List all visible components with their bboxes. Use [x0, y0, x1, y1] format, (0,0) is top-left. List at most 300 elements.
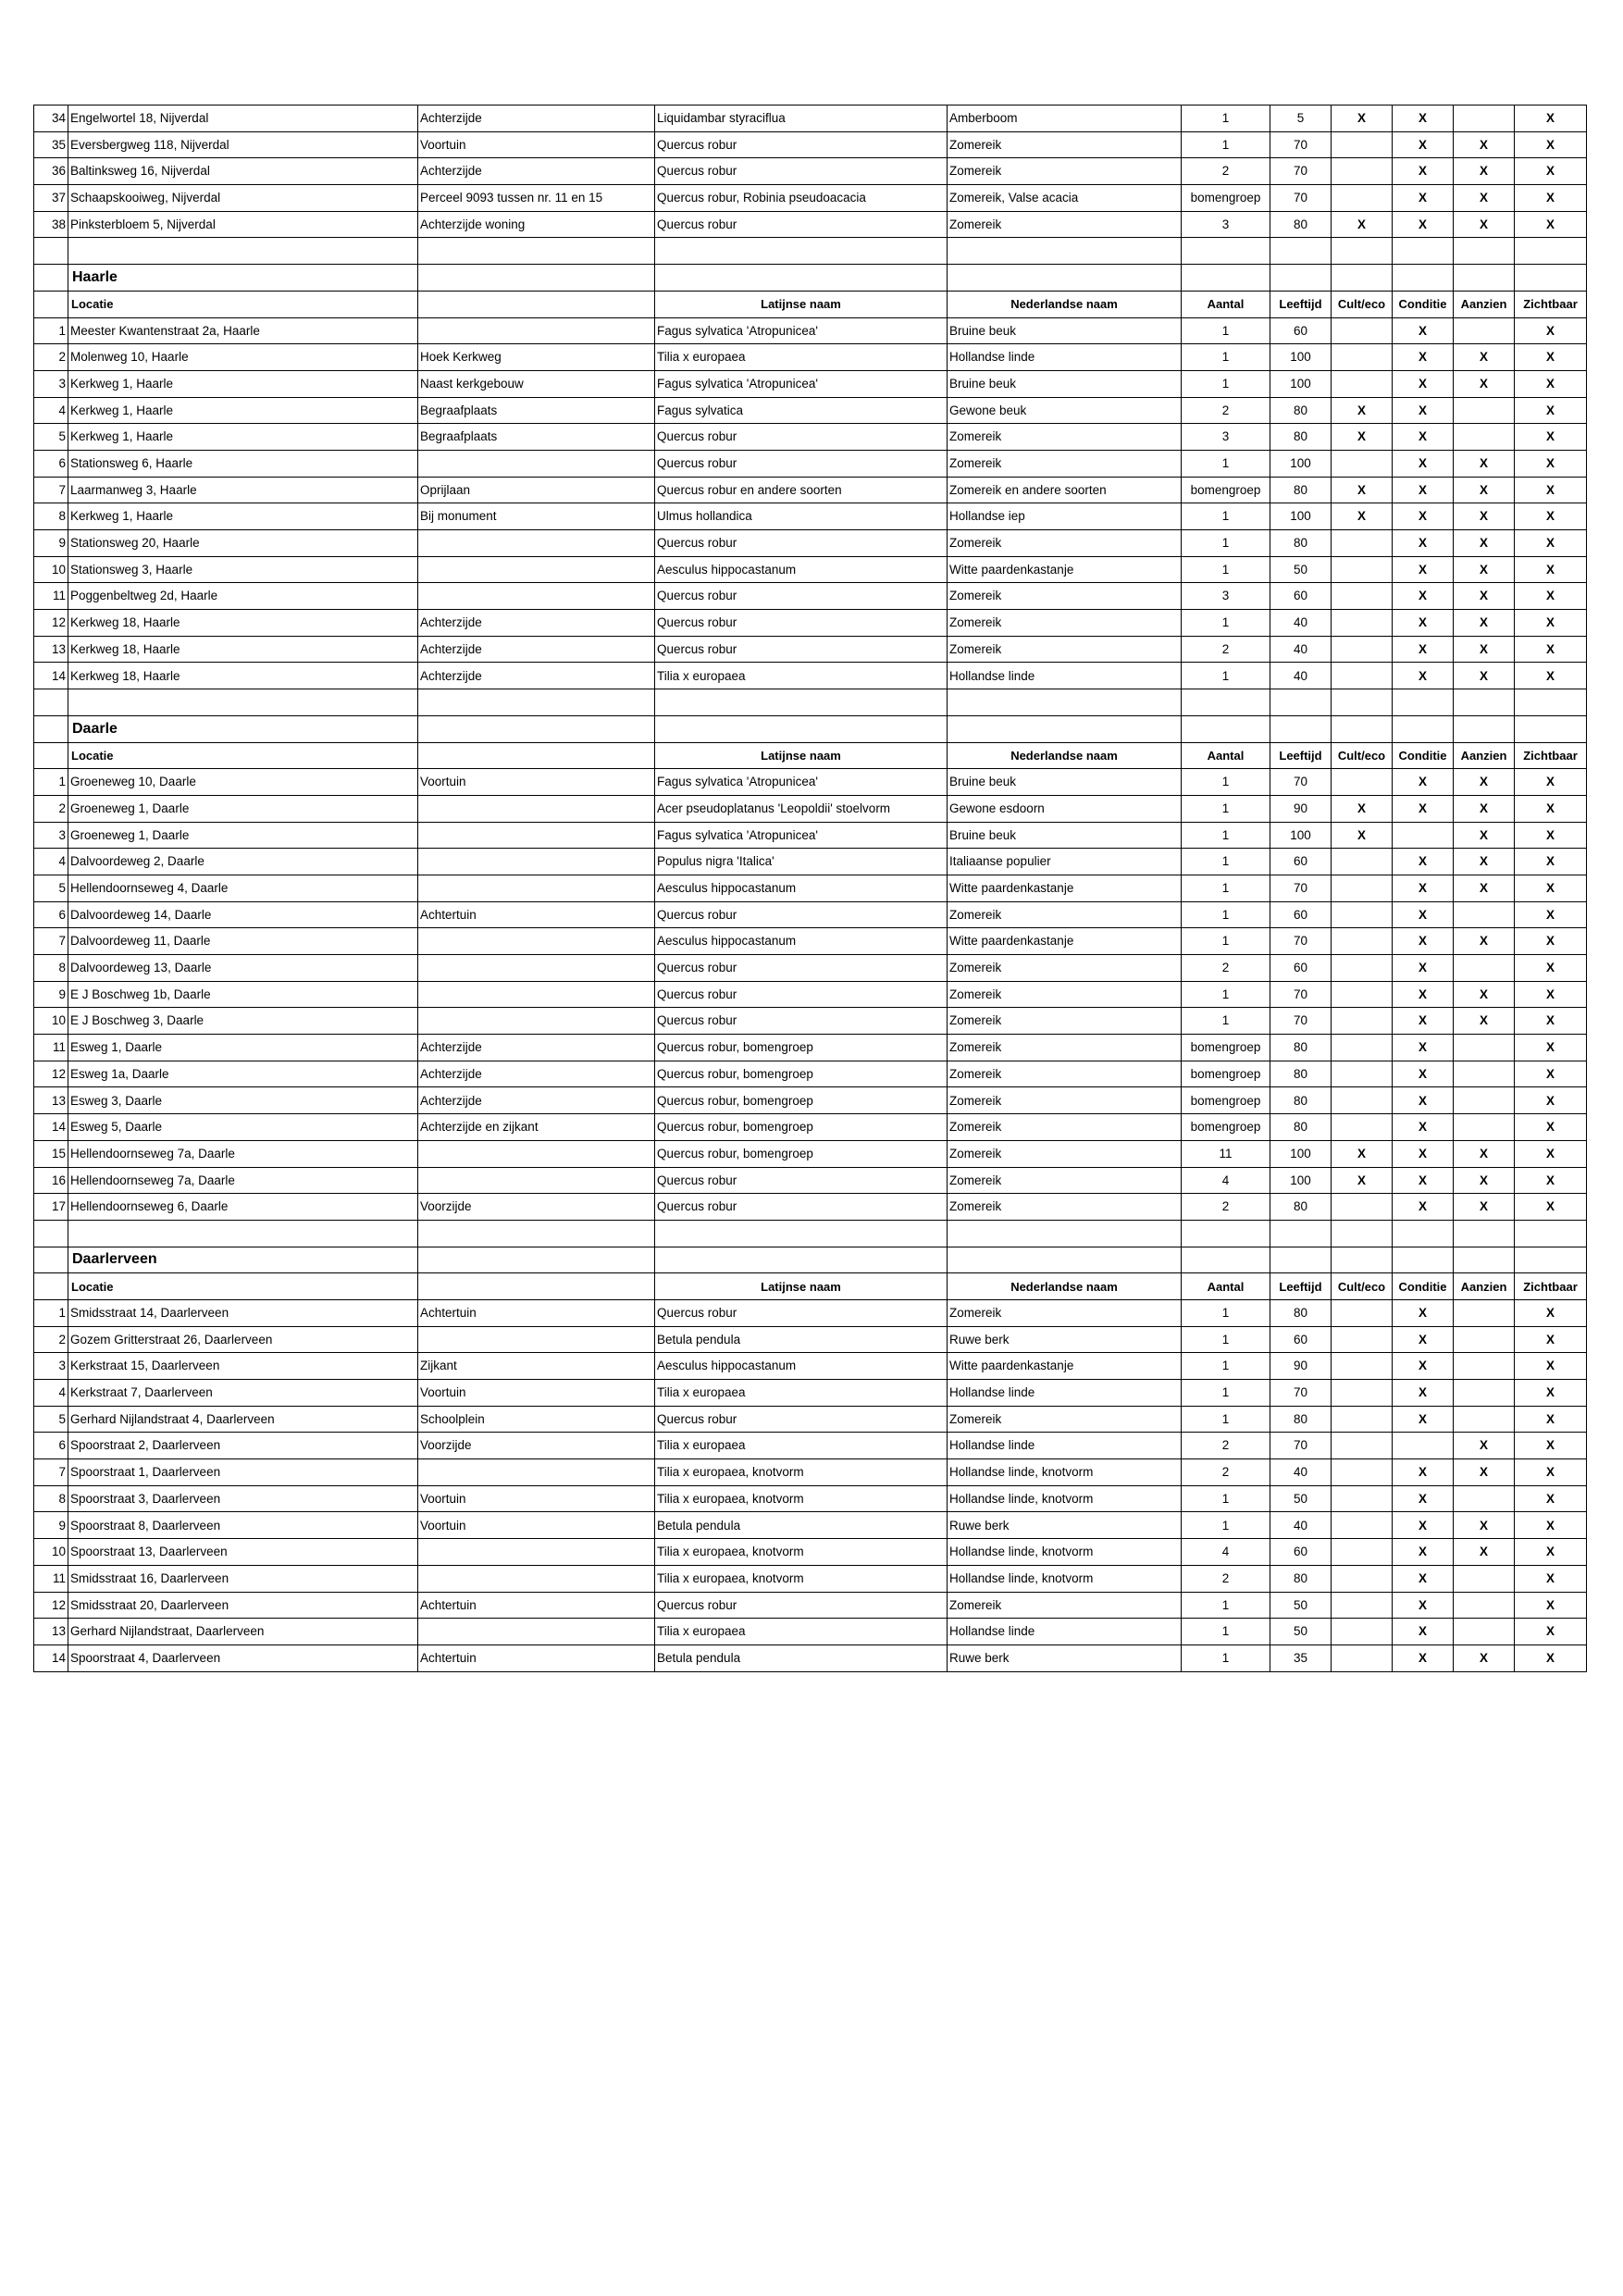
- cell-aanzien: [1454, 1619, 1515, 1645]
- cell-locatie: Kerkweg 1, Haarle: [68, 397, 418, 424]
- header-cult-eco: Cult/eco: [1332, 291, 1393, 317]
- cell-extra: Voortuin: [418, 1485, 655, 1512]
- header-cult-eco: Cult/eco: [1332, 1273, 1393, 1300]
- table-row: [34, 928, 1587, 955]
- empty-cell: [1270, 265, 1332, 292]
- cell-zichtbaar: X: [1515, 610, 1587, 637]
- cell-leeftijd: 70: [1270, 131, 1332, 158]
- cell-conditie: X: [1393, 370, 1454, 397]
- table-row: [34, 1433, 1587, 1459]
- cell-locatie: Poggenbeltweg 2d, Haarle: [68, 583, 418, 610]
- cell-extra: Naast kerkgebouw: [418, 370, 655, 397]
- empty-cell: [1182, 265, 1270, 292]
- cell-leeftijd: 80: [1270, 1299, 1332, 1326]
- cell-conditie: X: [1393, 1167, 1454, 1194]
- cell-locatie: Groeneweg 1, Daarle: [68, 795, 418, 822]
- cell-leeftijd: 60: [1270, 1539, 1332, 1566]
- cell-locatie: Spoorstraat 4, Daarlerveen: [68, 1644, 418, 1671]
- cell-zichtbaar: X: [1515, 1433, 1587, 1459]
- cell-aanzien: X: [1454, 1644, 1515, 1671]
- cell-latijnse-naam: Tilia x europaea: [655, 1433, 948, 1459]
- header-locatie: Locatie: [68, 1273, 418, 1300]
- cell-conditie: X: [1393, 424, 1454, 451]
- cell-aantal: 2: [1182, 1459, 1270, 1486]
- table-row: [34, 1353, 1587, 1380]
- cell-zichtbaar: X: [1515, 1406, 1587, 1433]
- cell-extra: Bij monument: [418, 503, 655, 530]
- cell-latijnse-naam: Tilia x europaea, knotvorm: [655, 1485, 948, 1512]
- cell-nederlandse-naam: Bruine beuk: [948, 822, 1182, 849]
- row-number: 1: [34, 1299, 68, 1326]
- header-leeftijd: Leeftijd: [1270, 1273, 1332, 1300]
- cell-locatie: Stationsweg 3, Haarle: [68, 556, 418, 583]
- cell-cult-eco: [1332, 317, 1393, 344]
- table-row: [34, 450, 1587, 477]
- cell-aantal: 1: [1182, 795, 1270, 822]
- cell-locatie: Hellendoornseweg 6, Daarle: [68, 1194, 418, 1221]
- row-number: 11: [34, 1565, 68, 1592]
- table-row: [34, 981, 1587, 1008]
- cell-leeftijd: 5: [1270, 105, 1332, 132]
- cell-aantal: 2: [1182, 636, 1270, 663]
- cell-latijnse-naam: Quercus robur: [655, 981, 948, 1008]
- cell-zichtbaar: X: [1515, 185, 1587, 212]
- cell-leeftijd: 80: [1270, 477, 1332, 503]
- cell-zichtbaar: X: [1515, 530, 1587, 557]
- row-number: 11: [34, 583, 68, 610]
- cell-aantal: 2: [1182, 158, 1270, 185]
- cell-latijnse-naam: Quercus robur, bomengroep: [655, 1114, 948, 1141]
- cell-extra: Achtertuin: [418, 1299, 655, 1326]
- table-row: [34, 1592, 1587, 1619]
- cell-aantal: 1: [1182, 875, 1270, 901]
- cell-cult-eco: [1332, 875, 1393, 901]
- table-row: [34, 849, 1587, 875]
- empty-cell: [68, 238, 418, 265]
- cell-leeftijd: 60: [1270, 317, 1332, 344]
- cell-extra: [418, 1326, 655, 1353]
- header-conditie: Conditie: [1393, 291, 1454, 317]
- table-row: [34, 1644, 1587, 1671]
- cell-nederlandse-naam: Witte paardenkastanje: [948, 875, 1182, 901]
- cell-nederlandse-naam: Bruine beuk: [948, 370, 1182, 397]
- row-number: 11: [34, 1035, 68, 1061]
- cell-extra: Achterzijde: [418, 663, 655, 689]
- cell-nederlandse-naam: Zomereik: [948, 1194, 1182, 1221]
- table-row: [34, 583, 1587, 610]
- cell-zichtbaar: X: [1515, 1035, 1587, 1061]
- cell-latijnse-naam: Quercus robur, bomengroep: [655, 1087, 948, 1114]
- cell-conditie: X: [1393, 1459, 1454, 1486]
- cell-aantal: 1: [1182, 556, 1270, 583]
- cell-conditie: X: [1393, 849, 1454, 875]
- cell-extra: Voortuin: [418, 1512, 655, 1539]
- table-row: [34, 211, 1587, 238]
- cell-leeftijd: 70: [1270, 158, 1332, 185]
- cell-extra: Achterzijde: [418, 636, 655, 663]
- cell-zichtbaar: X: [1515, 1326, 1587, 1353]
- cell-aantal: 1: [1182, 849, 1270, 875]
- cell-cult-eco: [1332, 185, 1393, 212]
- cell-locatie: Dalvoordeweg 2, Daarle: [68, 849, 418, 875]
- empty-cell: [948, 238, 1182, 265]
- cell-aanzien: X: [1454, 1008, 1515, 1035]
- cell-nederlandse-naam: Hollandse linde, knotvorm: [948, 1565, 1182, 1592]
- empty-cell: [1332, 238, 1393, 265]
- header-nr: [34, 291, 68, 317]
- cell-extra: Schoolplein: [418, 1406, 655, 1433]
- table-row: [34, 1087, 1587, 1114]
- row-number: 17: [34, 1194, 68, 1221]
- cell-latijnse-naam: Quercus robur, Robinia pseudoacacia: [655, 185, 948, 212]
- section-title: Daarlerveen: [68, 1247, 418, 1273]
- cell-aanzien: [1454, 1380, 1515, 1407]
- cell-conditie: X: [1393, 211, 1454, 238]
- cell-aanzien: X: [1454, 211, 1515, 238]
- table-row: [34, 1140, 1587, 1167]
- cell-cult-eco: [1332, 1380, 1393, 1407]
- empty-cell: [1393, 1247, 1454, 1273]
- cell-aanzien: [1454, 105, 1515, 132]
- cell-conditie: X: [1393, 795, 1454, 822]
- cell-cult-eco: [1332, 849, 1393, 875]
- table-row: [34, 1459, 1587, 1486]
- row-number: 12: [34, 610, 68, 637]
- cell-extra: Achterzijde en zijkant: [418, 1114, 655, 1141]
- cell-nederlandse-naam: Gewone beuk: [948, 397, 1182, 424]
- cell-locatie: Pinksterbloem 5, Nijverdal: [68, 211, 418, 238]
- cell-latijnse-naam: Quercus robur: [655, 530, 948, 557]
- table-row: [34, 1008, 1587, 1035]
- cell-conditie: X: [1393, 610, 1454, 637]
- cell-zichtbaar: X: [1515, 317, 1587, 344]
- column-header-row: [34, 291, 1587, 317]
- cell-latijnse-naam: Quercus robur: [655, 1406, 948, 1433]
- cell-extra: [418, 556, 655, 583]
- cell-conditie: X: [1393, 1087, 1454, 1114]
- cell-aantal: 2: [1182, 1565, 1270, 1592]
- empty-cell: [1332, 715, 1393, 742]
- cell-leeftijd: 80: [1270, 424, 1332, 451]
- cell-aanzien: [1454, 1565, 1515, 1592]
- cell-nederlandse-naam: Witte paardenkastanje: [948, 556, 1182, 583]
- cell-locatie: Kerkstraat 15, Daarlerveen: [68, 1353, 418, 1380]
- cell-locatie: Esweg 5, Daarle: [68, 1114, 418, 1141]
- cell-leeftijd: 60: [1270, 955, 1332, 982]
- cell-aantal: 1: [1182, 1592, 1270, 1619]
- empty-cell: [1182, 689, 1270, 716]
- cell-nederlandse-naam: Zomereik: [948, 955, 1182, 982]
- cell-locatie: Esweg 1, Daarle: [68, 1035, 418, 1061]
- cell-leeftijd: 70: [1270, 875, 1332, 901]
- cell-latijnse-naam: Quercus robur, bomengroep: [655, 1140, 948, 1167]
- header-leeftijd: Leeftijd: [1270, 291, 1332, 317]
- header-conditie: Conditie: [1393, 742, 1454, 769]
- cell-locatie: Dalvoordeweg 13, Daarle: [68, 955, 418, 982]
- cell-cult-eco: [1332, 928, 1393, 955]
- cell-locatie: Kerkweg 1, Haarle: [68, 370, 418, 397]
- cell-zichtbaar: X: [1515, 158, 1587, 185]
- cell-aanzien: X: [1454, 875, 1515, 901]
- cell-conditie: X: [1393, 636, 1454, 663]
- header-aanzien: Aanzien: [1454, 291, 1515, 317]
- cell-nederlandse-naam: Zomereik: [948, 1114, 1182, 1141]
- cell-zichtbaar: X: [1515, 1512, 1587, 1539]
- cell-aantal: 1: [1182, 822, 1270, 849]
- header-zichtbaar: Zichtbaar: [1515, 1273, 1587, 1300]
- empty-cell: [948, 1247, 1182, 1273]
- row-number: 2: [34, 344, 68, 371]
- table-row: [34, 1299, 1587, 1326]
- empty-cell: [948, 715, 1182, 742]
- cell-conditie: X: [1393, 1565, 1454, 1592]
- cell-nederlandse-naam: Zomereik: [948, 211, 1182, 238]
- cell-extra: Achterzijde: [418, 1035, 655, 1061]
- cell-leeftijd: 80: [1270, 1061, 1332, 1087]
- cell-aantal: 3: [1182, 424, 1270, 451]
- cell-locatie: Laarmanweg 3, Haarle: [68, 477, 418, 503]
- cell-locatie: Kerkweg 18, Haarle: [68, 610, 418, 637]
- cell-aanzien: X: [1454, 185, 1515, 212]
- cell-conditie: X: [1393, 1512, 1454, 1539]
- header-zichtbaar: Zichtbaar: [1515, 742, 1587, 769]
- row-number: 5: [34, 424, 68, 451]
- table-row: [34, 1061, 1587, 1087]
- header-nederlandse-naam: Nederlandse naam: [948, 1273, 1182, 1300]
- row-number: 12: [34, 1592, 68, 1619]
- row-number: 6: [34, 450, 68, 477]
- spacer-row: [34, 1220, 1587, 1247]
- cell-aanzien: [1454, 1035, 1515, 1061]
- empty-cell: [655, 715, 948, 742]
- empty-cell: [655, 1220, 948, 1247]
- row-number: 13: [34, 1087, 68, 1114]
- empty-cell: [68, 1220, 418, 1247]
- cell-leeftijd: 100: [1270, 370, 1332, 397]
- cell-aanzien: X: [1454, 849, 1515, 875]
- header-extra: [418, 1273, 655, 1300]
- cell-locatie: Stationsweg 20, Haarle: [68, 530, 418, 557]
- row-number: 4: [34, 849, 68, 875]
- cell-cult-eco: [1332, 1539, 1393, 1566]
- cell-leeftijd: 70: [1270, 1008, 1332, 1035]
- cell-conditie: X: [1393, 530, 1454, 557]
- cell-zichtbaar: X: [1515, 955, 1587, 982]
- cell-latijnse-naam: Quercus robur, bomengroep: [655, 1035, 948, 1061]
- table-row: [34, 795, 1587, 822]
- row-number: 7: [34, 477, 68, 503]
- cell-aanzien: X: [1454, 131, 1515, 158]
- cell-leeftijd: 60: [1270, 901, 1332, 928]
- cell-extra: [418, 1167, 655, 1194]
- cell-aanzien: X: [1454, 158, 1515, 185]
- section-heading-row: [34, 1247, 1587, 1273]
- row-number: 15: [34, 1140, 68, 1167]
- empty-cell: [1332, 689, 1393, 716]
- cell-aantal: 1: [1182, 981, 1270, 1008]
- cell-leeftijd: 100: [1270, 822, 1332, 849]
- table-row: [34, 1167, 1587, 1194]
- cell-aanzien: X: [1454, 795, 1515, 822]
- cell-zichtbaar: X: [1515, 636, 1587, 663]
- row-number: 37: [34, 185, 68, 212]
- row-number: 9: [34, 1512, 68, 1539]
- cell-conditie: X: [1393, 901, 1454, 928]
- empty-cell: [1182, 1247, 1270, 1273]
- cell-aanzien: X: [1454, 928, 1515, 955]
- header-locatie: Locatie: [68, 742, 418, 769]
- cell-conditie: X: [1393, 981, 1454, 1008]
- cell-aantal: 1: [1182, 370, 1270, 397]
- row-number: 14: [34, 1114, 68, 1141]
- cell-locatie: Hellendoornseweg 7a, Daarle: [68, 1140, 418, 1167]
- cell-cult-eco: X: [1332, 105, 1393, 132]
- cell-latijnse-naam: Fagus sylvatica 'Atropunicea': [655, 822, 948, 849]
- row-number: 36: [34, 158, 68, 185]
- cell-nederlandse-naam: Hollandse iep: [948, 503, 1182, 530]
- cell-conditie: X: [1393, 344, 1454, 371]
- cell-aantal: 1: [1182, 1485, 1270, 1512]
- cell-latijnse-naam: Acer pseudoplatanus 'Leopoldii' stoelvorm: [655, 795, 948, 822]
- cell-cult-eco: [1332, 450, 1393, 477]
- cell-latijnse-naam: Quercus robur: [655, 1167, 948, 1194]
- cell-locatie: Hellendoornseweg 7a, Daarle: [68, 1167, 418, 1194]
- cell-cult-eco: X: [1332, 397, 1393, 424]
- cell-nederlandse-naam: Hollandse linde, knotvorm: [948, 1485, 1182, 1512]
- cell-aanzien: [1454, 317, 1515, 344]
- table-row: [34, 1326, 1587, 1353]
- cell-cult-eco: [1332, 1459, 1393, 1486]
- table-row: [34, 556, 1587, 583]
- cell-extra: [418, 875, 655, 901]
- cell-extra: [418, 1008, 655, 1035]
- cell-extra: [418, 849, 655, 875]
- cell-locatie: Smidsstraat 14, Daarlerveen: [68, 1299, 418, 1326]
- header-latijnse-naam: Latijnse naam: [655, 291, 948, 317]
- empty-cell: [948, 1220, 1182, 1247]
- cell-cult-eco: [1332, 769, 1393, 796]
- cell-extra: Voortuin: [418, 769, 655, 796]
- tree-register-sheet: [33, 105, 1578, 1672]
- cell-leeftijd: 80: [1270, 1114, 1332, 1141]
- cell-zichtbaar: X: [1515, 1114, 1587, 1141]
- cell-locatie: E J Boschweg 1b, Daarle: [68, 981, 418, 1008]
- cell-nederlandse-naam: Zomereik: [948, 1008, 1182, 1035]
- cell-cult-eco: [1332, 158, 1393, 185]
- row-number: 5: [34, 1406, 68, 1433]
- cell-leeftijd: 100: [1270, 1140, 1332, 1167]
- cell-conditie: X: [1393, 397, 1454, 424]
- cell-extra: [418, 1539, 655, 1566]
- cell-locatie: Kerkweg 18, Haarle: [68, 663, 418, 689]
- cell-zichtbaar: X: [1515, 424, 1587, 451]
- cell-aantal: 1: [1182, 1380, 1270, 1407]
- header-nr: [34, 1273, 68, 1300]
- cell-latijnse-naam: Quercus robur en andere soorten: [655, 477, 948, 503]
- table-row: [34, 1035, 1587, 1061]
- cell-leeftijd: 70: [1270, 928, 1332, 955]
- table-row: [34, 955, 1587, 982]
- row-number: 13: [34, 1619, 68, 1645]
- cell-zichtbaar: X: [1515, 1539, 1587, 1566]
- cell-nederlandse-naam: Zomereik: [948, 1061, 1182, 1087]
- empty-cell: [1393, 1220, 1454, 1247]
- cell-aanzien: X: [1454, 636, 1515, 663]
- row-number: 10: [34, 1539, 68, 1566]
- cell-conditie: X: [1393, 1539, 1454, 1566]
- empty-cell: [655, 1247, 948, 1273]
- cell-leeftijd: 80: [1270, 1406, 1332, 1433]
- cell-aanzien: [1454, 955, 1515, 982]
- cell-extra: Achterzijde: [418, 610, 655, 637]
- header-nederlandse-naam: Nederlandse naam: [948, 742, 1182, 769]
- cell-nederlandse-naam: Zomereik: [948, 981, 1182, 1008]
- row-number: 4: [34, 1380, 68, 1407]
- cell-aantal: 1: [1182, 1008, 1270, 1035]
- row-number: 1: [34, 769, 68, 796]
- cell-conditie: X: [1393, 955, 1454, 982]
- cell-latijnse-naam: Quercus robur: [655, 424, 948, 451]
- table-row: [34, 344, 1587, 371]
- table-row: [34, 1565, 1587, 1592]
- empty-cell: [1393, 265, 1454, 292]
- cell-aanzien: [1454, 901, 1515, 928]
- cell-zichtbaar: X: [1515, 477, 1587, 503]
- cell-zichtbaar: X: [1515, 1644, 1587, 1671]
- cell-conditie: X: [1393, 1061, 1454, 1087]
- cell-latijnse-naam: Fagus sylvatica: [655, 397, 948, 424]
- empty-cell: [1332, 1247, 1393, 1273]
- cell-leeftijd: 50: [1270, 556, 1332, 583]
- cell-leeftijd: 70: [1270, 981, 1332, 1008]
- cell-latijnse-naam: Populus nigra 'Italica': [655, 849, 948, 875]
- cell-extra: Achterzijde woning: [418, 211, 655, 238]
- cell-nederlandse-naam: Zomereik: [948, 450, 1182, 477]
- cell-extra: [418, 1459, 655, 1486]
- cell-nederlandse-naam: Hollandse linde: [948, 1380, 1182, 1407]
- empty-cell: [1270, 1220, 1332, 1247]
- cell-nederlandse-naam: Gewone esdoorn: [948, 795, 1182, 822]
- cell-aantal: 1: [1182, 344, 1270, 371]
- empty-cell: [34, 238, 68, 265]
- cell-cult-eco: X: [1332, 1140, 1393, 1167]
- cell-aanzien: X: [1454, 556, 1515, 583]
- empty-cell: [1454, 715, 1515, 742]
- cell-nederlandse-naam: Zomereik: [948, 530, 1182, 557]
- table-row: [34, 769, 1587, 796]
- empty-cell: [655, 689, 948, 716]
- cell-zichtbaar: X: [1515, 901, 1587, 928]
- cell-zichtbaar: X: [1515, 1619, 1587, 1645]
- cell-aantal: 2: [1182, 955, 1270, 982]
- cell-conditie: X: [1393, 185, 1454, 212]
- header-conditie: Conditie: [1393, 1273, 1454, 1300]
- table-row: [34, 477, 1587, 503]
- cell-extra: Achtertuin: [418, 1592, 655, 1619]
- cell-cult-eco: [1332, 344, 1393, 371]
- cell-zichtbaar: X: [1515, 105, 1587, 132]
- cell-extra: Achterzijde: [418, 105, 655, 132]
- row-number: 6: [34, 901, 68, 928]
- cell-aanzien: [1454, 424, 1515, 451]
- empty-cell: [1182, 238, 1270, 265]
- cell-aantal: 11: [1182, 1140, 1270, 1167]
- cell-conditie: X: [1393, 1299, 1454, 1326]
- cell-aanzien: [1454, 1114, 1515, 1141]
- cell-aanzien: X: [1454, 1194, 1515, 1221]
- cell-cult-eco: [1332, 1406, 1393, 1433]
- row-number: 4: [34, 397, 68, 424]
